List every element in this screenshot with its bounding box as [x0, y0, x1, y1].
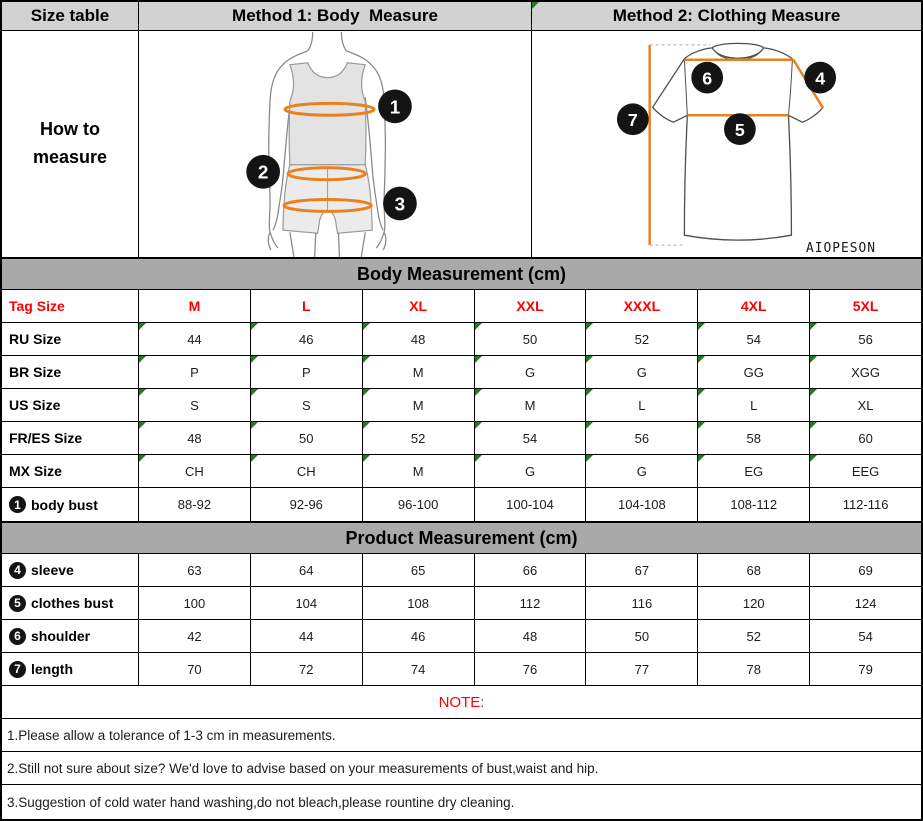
br-size-row: [2, 356, 921, 389]
note-text: 1.Please allow a tolerance of 1-3 cm in measurements.: [7, 727, 336, 743]
section-title: Product Measurement (cm): [345, 527, 578, 548]
size-value-cell: 46: [363, 620, 475, 652]
size-value-cell: M: [363, 356, 475, 388]
how-to-measure-label: How to measure: [2, 31, 139, 257]
size-value-cell: 56: [810, 323, 921, 355]
size-col-header: L: [251, 290, 363, 322]
brand-text: AIOPESON: [806, 240, 876, 256]
row-label: US Size: [2, 389, 139, 421]
size-col-header: XL: [363, 290, 475, 322]
body-measure-diagram: [139, 31, 532, 257]
marker-5: [724, 113, 756, 145]
shoulder-row: [2, 620, 921, 653]
note-row-3: [2, 785, 921, 819]
size-value-cell: 70: [139, 653, 251, 685]
row-label: [2, 653, 139, 685]
size-value-cell: CH: [251, 455, 363, 487]
size-value-cell: 52: [586, 323, 698, 355]
size-value-cell: 100-104: [475, 488, 587, 521]
size-value-cell: 48: [363, 323, 475, 355]
size-value-cell: 64: [251, 554, 363, 586]
row-label: MX Size: [2, 455, 139, 487]
size-value-cell: 69: [858, 562, 873, 578]
note-text: 2.Still not sure about size? We'd love to advise based on your measurements of bust,waist and hip.: [7, 760, 599, 776]
row-label-text: body bust: [31, 496, 98, 513]
row-label: [2, 488, 139, 521]
header-row: [2, 2, 921, 31]
size-value-cell: 108: [363, 587, 475, 619]
size-col-header: XXL: [475, 290, 587, 322]
size-value-cell: 79: [858, 661, 873, 677]
size-value-cell: CH: [139, 455, 251, 487]
note-row-2: [2, 752, 921, 785]
size-value-cell: 96-100: [363, 488, 475, 521]
size-col-header: 4XL: [698, 290, 810, 322]
size-value-cell: 44: [139, 323, 251, 355]
size-value-cell: 54: [475, 422, 587, 454]
size-col-header: 5XL: [852, 298, 879, 314]
size-value-cell: GG: [698, 356, 810, 388]
row-label: BR Size: [2, 356, 139, 388]
size-value-cell: XL: [810, 389, 921, 421]
size-value-cell: L: [698, 389, 810, 421]
size-value-cell: M: [475, 389, 587, 421]
size-value-cell: 120: [698, 587, 810, 619]
body-measurement-section-bar: [2, 258, 921, 290]
svg-text:2: 2: [257, 161, 268, 183]
circled-number-1: 1: [9, 496, 26, 513]
row-label-text: length: [31, 661, 73, 677]
diagram-row: [2, 31, 921, 258]
size-value-cell: 54: [698, 323, 810, 355]
size-value-cell: 74: [363, 653, 475, 685]
svg-text:4: 4: [815, 68, 826, 89]
size-value-cell: 50: [251, 422, 363, 454]
size-value-cell: 100: [139, 587, 251, 619]
size-col-header: M: [139, 290, 251, 322]
size-value-cell: 88-92: [139, 488, 251, 521]
ru-size-row: [2, 323, 921, 356]
circled-number-4: 4: [9, 562, 26, 579]
size-value-cell: M: [363, 455, 475, 487]
marker-2: [246, 154, 280, 188]
size-value-cell: 92-96: [251, 488, 363, 521]
size-value-cell: 52: [363, 422, 475, 454]
size-value-cell: 66: [475, 554, 587, 586]
clothing-measure-diagram: [532, 31, 921, 257]
svg-text:3: 3: [394, 192, 405, 214]
mx-size-row: [2, 455, 921, 488]
section-title: Body Measurement (cm): [356, 263, 567, 284]
us-size-row: [2, 389, 921, 422]
tshirt-diagram-illustration: [533, 32, 920, 257]
size-value-cell: 72: [251, 653, 363, 685]
row-label-text: clothes bust: [31, 595, 114, 611]
row-label: FR/ES Size: [2, 422, 139, 454]
size-value-cell: G: [586, 356, 698, 388]
note-title-row: [2, 686, 921, 719]
row-label: Tag Size: [2, 290, 139, 322]
size-value-cell: S: [251, 389, 363, 421]
size-value-cell: 42: [139, 620, 251, 652]
size-value-cell: G: [475, 356, 587, 388]
row-label: [2, 587, 139, 619]
length-row: [2, 653, 921, 686]
clothes-bust-row: [2, 587, 921, 620]
size-value-cell: 68: [698, 554, 810, 586]
size-value-cell: 60: [810, 422, 921, 454]
size-value-cell: EEG: [810, 455, 921, 487]
size-value-cell: XGG: [810, 356, 921, 388]
size-value-cell: EG: [698, 455, 810, 487]
size-value-cell: 50: [475, 323, 587, 355]
size-value-cell: 104: [251, 587, 363, 619]
header-method2: Method 2: Clothing Measure: [532, 2, 921, 30]
size-value-cell: 50: [586, 620, 698, 652]
size-value-cell: 63: [139, 554, 251, 586]
svg-text:1: 1: [389, 95, 400, 117]
svg-text:6: 6: [702, 68, 713, 89]
size-value-cell: G: [586, 455, 698, 487]
size-value-cell: S: [139, 389, 251, 421]
size-value-cell: 116: [586, 587, 698, 619]
circled-number-7: 7: [9, 661, 26, 678]
size-value-cell: 124: [854, 595, 877, 611]
marker-3: [383, 186, 417, 220]
circled-number-6: 6: [9, 628, 26, 645]
size-value-cell: 112-116: [842, 497, 889, 512]
size-value-cell: G: [475, 455, 587, 487]
svg-text:7: 7: [627, 109, 638, 130]
size-value-cell: 58: [698, 422, 810, 454]
row-label: [2, 554, 139, 586]
size-value-cell: 46: [251, 323, 363, 355]
note-title: NOTE:: [438, 693, 485, 711]
size-value-cell: 77: [586, 653, 698, 685]
size-value-cell: 112: [475, 587, 587, 619]
size-value-cell: 48: [475, 620, 587, 652]
body-bust-row: [2, 488, 921, 522]
size-value-cell: M: [363, 389, 475, 421]
marker-6: [691, 61, 723, 93]
marker-7: [617, 103, 649, 135]
row-label-text: sleeve: [31, 562, 74, 578]
size-value-cell: 76: [475, 653, 587, 685]
size-value-cell: L: [586, 389, 698, 421]
svg-text:5: 5: [734, 119, 745, 140]
header-size-table: Size table: [2, 2, 139, 30]
row-label-text: shoulder: [31, 628, 91, 644]
size-value-cell: 44: [251, 620, 363, 652]
size-value-cell: 104-108: [586, 488, 698, 521]
note-row-1: [2, 719, 921, 752]
sleeve-row: [2, 554, 921, 587]
size-col-header: XXXL: [586, 290, 698, 322]
header-method1: Method 1: Body Measure: [139, 2, 532, 30]
size-value-cell: 65: [363, 554, 475, 586]
tag-size-row: [2, 290, 921, 323]
size-value-cell: 48: [139, 422, 251, 454]
note-text: 3.Suggestion of cold water hand washing,do not bleach,please rountine dry cleaning.: [7, 794, 515, 810]
circled-number-5: 5: [9, 595, 26, 612]
size-value-cell: 54: [858, 628, 873, 644]
marker-4: [804, 61, 836, 93]
size-value-cell: P: [251, 356, 363, 388]
marker-1: [378, 89, 412, 123]
row-label: RU Size: [2, 323, 139, 355]
size-value-cell: 108-112: [698, 488, 810, 521]
body-diagram-illustration: [140, 32, 531, 257]
product-measurement-section-bar: [2, 522, 921, 554]
size-value-cell: 67: [586, 554, 698, 586]
size-value-cell: P: [139, 356, 251, 388]
size-value-cell: 78: [698, 653, 810, 685]
row-label: [2, 620, 139, 652]
size-value-cell: 52: [698, 620, 810, 652]
size-value-cell: 56: [586, 422, 698, 454]
fres-size-row: [2, 422, 921, 455]
